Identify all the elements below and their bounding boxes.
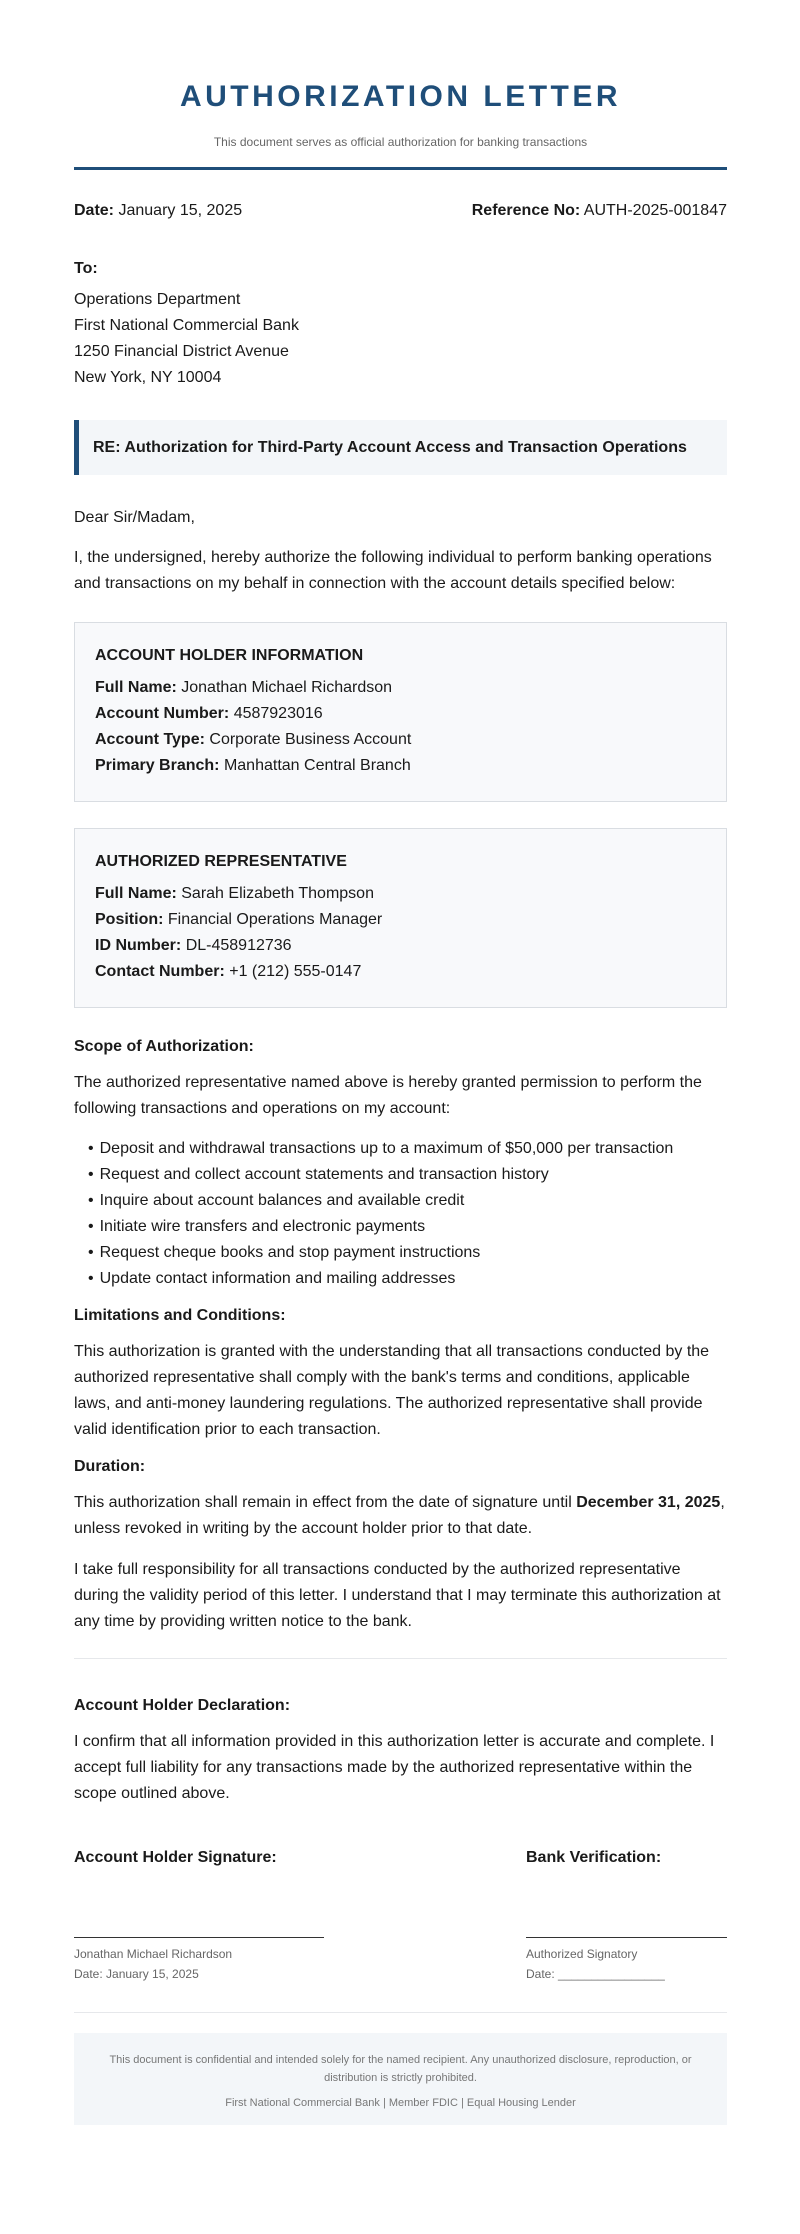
row-label: Primary Branch: (95, 757, 220, 774)
account-holder-row (95, 675, 706, 701)
duration-text-before: This authorization shall remain in effect from the date of signature until (74, 1494, 577, 1511)
row-value: Corporate Business Account (209, 731, 412, 748)
scope-item: • Inquire about account balances and available credit (88, 1188, 727, 1214)
declaration-heading: Account Holder Declaration: (74, 1697, 291, 1714)
bank-footer-line: First National Commercial Bank | Member FDIC | Equal Housing Lender (225, 2097, 576, 2109)
account-holder-row (95, 753, 706, 779)
duration-end-date: December 31, 2025 (576, 1494, 721, 1511)
row-label: Full Name: (95, 885, 177, 902)
bank-verification-heading: Bank Verification: (526, 1849, 662, 1866)
recipient-line: New York, NY 10004 (74, 369, 222, 386)
bank-signatory: Authorized Signatory (526, 1947, 638, 1961)
representative-row (95, 907, 706, 933)
row-value: Sarah Elizabeth Thompson (181, 885, 374, 902)
row-label: Full Name: (95, 679, 177, 696)
account-holder-row (95, 727, 706, 753)
row-label: Account Number: (95, 705, 230, 722)
row-label: Position: (95, 911, 164, 928)
scope-item: • Update contact information and mailing addresses (88, 1266, 727, 1292)
scope-heading: Scope of Authorization: (74, 1038, 254, 1055)
confidentiality-notice: This document is confidential and intended solely for the named recipient. Any unauthorized disclosure, reproduction, or distribution is strictly prohibited. (109, 2054, 692, 2084)
row-label: Contact Number: (95, 963, 225, 980)
header-divider (74, 167, 727, 170)
row-value: 4587923016 (233, 705, 323, 722)
bank-signature-details (526, 1944, 727, 1984)
row-label: ID Number: (95, 937, 182, 954)
row-value: +1 (212) 555-0147 (229, 963, 362, 980)
scope-intro: The authorized representative named above is hereby granted permission to perform the following transactions and operations on my account: (74, 1074, 702, 1117)
bank-date: Date: ________________ (526, 1967, 665, 1981)
account-holder-title: ACCOUNT HOLDER INFORMATION (95, 647, 364, 664)
scope-item: • Request cheque books and stop payment instructions (88, 1240, 727, 1266)
row-label: Account Type: (95, 731, 205, 748)
holder-date: Date: January 15, 2025 (74, 1967, 199, 1981)
document-title: AUTHORIZATION LETTER (179, 80, 622, 113)
reference-field (472, 202, 727, 220)
representative-title: AUTHORIZED REPRESENTATIVE (95, 853, 347, 870)
signature-section (74, 1849, 727, 1984)
row-value: Manhattan Central Branch (223, 757, 411, 774)
recipient-line: 1250 Financial District Avenue (74, 343, 289, 360)
account-holder-box (74, 622, 727, 802)
account-holder-row (95, 701, 706, 727)
subject-line: RE: Authorization for Third-Party Account Access and Transaction Operations (74, 420, 727, 475)
reference-value: AUTH-2025-001847 (583, 202, 727, 219)
document-footer (74, 2033, 727, 2125)
letter-header (74, 0, 727, 170)
responsibility-paragraph: I take full responsibility for all transactions conducted by the authorized representative during the validity period of this letter. I understand that I may terminate this authorization at any time by providing written notice to the bank. (74, 1561, 721, 1630)
document-subtitle: This document serves as official authorization for banking transactions (213, 135, 588, 149)
row-value: Jonathan Michael Richardson (181, 679, 393, 696)
scope-list (74, 1136, 727, 1292)
holder-signature-details (74, 1944, 324, 1984)
duration-text-after: , unless revoked in writing by the account holder prior to that date. (74, 1494, 725, 1537)
section-divider (74, 1658, 727, 1659)
row-value: Financial Operations Manager (167, 911, 383, 928)
reference-label: Reference No: (471, 202, 581, 219)
recipient-line: Operations Department (74, 291, 241, 308)
holder-signature-heading: Account Holder Signature: (74, 1849, 277, 1866)
duration-heading: Duration: (74, 1458, 146, 1475)
scope-item: • Request and collect account statements and transaction history (88, 1162, 727, 1188)
representative-row (95, 881, 706, 907)
authorization-letter (74, 0, 727, 2125)
representative-row (95, 933, 706, 959)
holder-signature-line (74, 1937, 324, 1938)
date-label: Date: (74, 202, 115, 219)
recipient-label: To: (74, 260, 98, 277)
duration-text (74, 1490, 727, 1542)
limitations-heading: Limitations and Conditions: (74, 1307, 286, 1324)
letter-meta (74, 202, 727, 220)
intro-paragraph: I, the undersigned, hereby authorize the following individual to perform banking operations and transactions on my behalf in connection with the account details specified below: (74, 549, 712, 592)
recipient-block (74, 256, 727, 391)
scope-item: • Deposit and withdrawal transactions up to a maximum of $50,000 per transaction (88, 1136, 727, 1162)
greeting: Dear Sir/Madam, (74, 509, 195, 526)
footer-divider (74, 2012, 727, 2013)
row-value: DL-458912736 (185, 937, 292, 954)
representative-row (95, 959, 706, 985)
holder-name: Jonathan Michael Richardson (74, 1947, 233, 1961)
date-value: January 15, 2025 (118, 202, 243, 219)
holder-signature-block (74, 1849, 324, 1984)
scope-item: • Initiate wire transfers and electronic payments (88, 1214, 727, 1240)
recipient-line: First National Commercial Bank (74, 317, 299, 334)
declaration-text: I confirm that all information provided in this authorization letter is accurate and complete. I accept full liability for any transactions made by the authorized representative within the scope outlined above. (74, 1733, 715, 1802)
date-field (74, 202, 242, 220)
bank-signature-line (526, 1937, 727, 1938)
representative-box (74, 828, 727, 1008)
limitations-text: This authorization is granted with the understanding that all transactions conducted by the authorized representative shall comply with the bank's terms and conditions, applicable laws, and anti-money laundering regulations. The authorized representative shall provide valid identification prior to each transaction. (74, 1343, 710, 1438)
bank-verification-block (526, 1849, 727, 1984)
